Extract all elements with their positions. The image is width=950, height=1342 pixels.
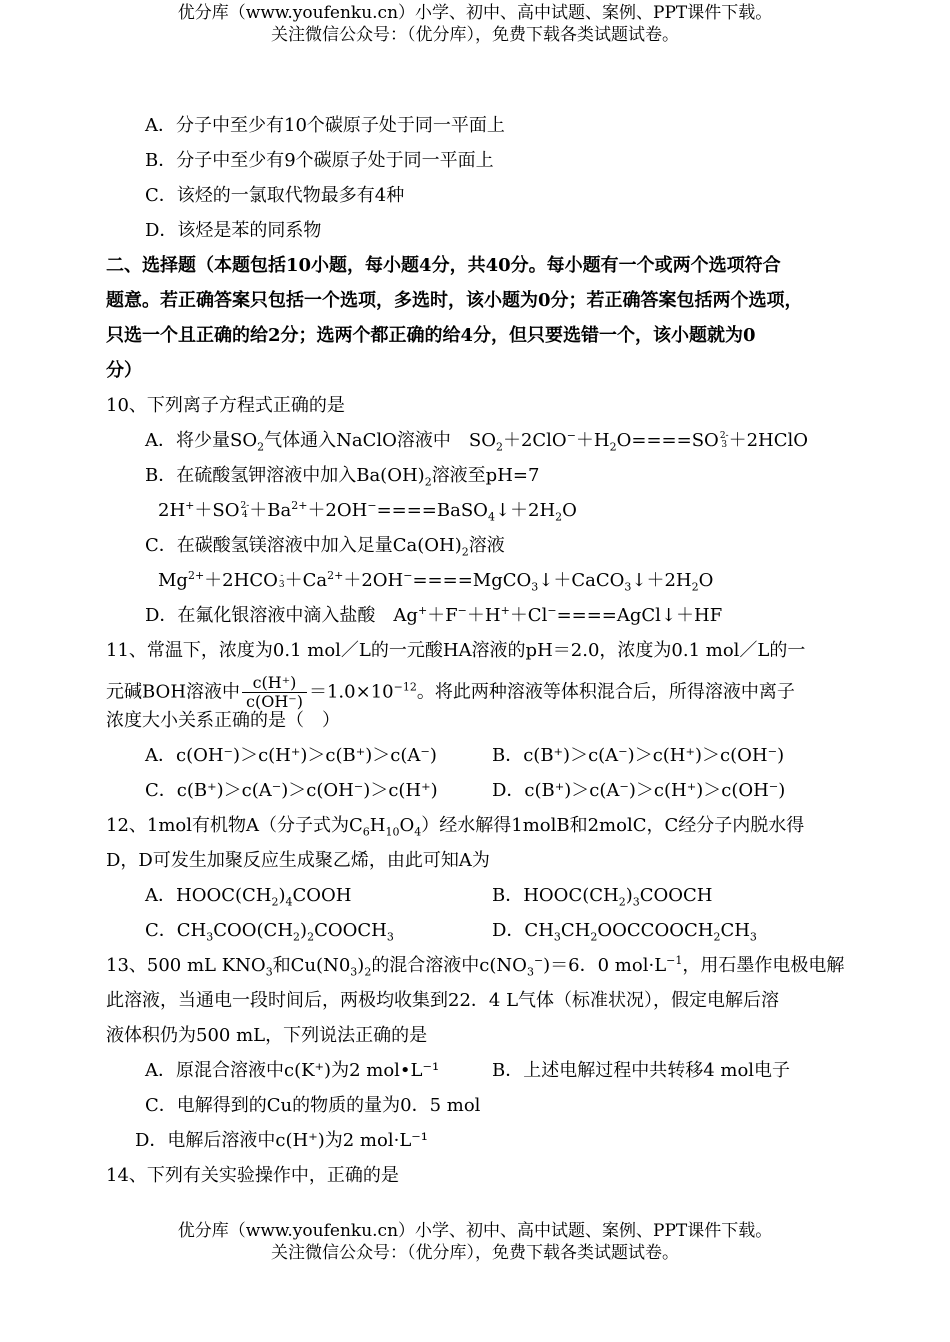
q11-line-2: 元碱BOH溶液中 $\frac{c(H^+)}{c(OH^-)}$ $=1.0\times 10^{-12}$。将此两种溶液等体积混合后，所得溶液中离子 <box>106 673 795 711</box>
q10-option-c-equation: $Mg^{2+}+2HCO$ - 3 $+Ca^{2+}+2OH^-====MgCO_3↓+CaCO_3↓+2H_2O$ <box>158 569 714 594</box>
section2-line-4: 分） <box>106 360 142 381</box>
footer-line-2: 关注微信公众号：（优分库），免费下载各类试题试卷。 <box>271 1243 679 1263</box>
q11-option-b: B．c(B⁺)＞c(A⁻)＞c(H⁺)＞c(OH⁻) <box>492 745 785 766</box>
q13-line-3: 液体积仍为500 mL，下列说法正确的是 <box>106 1025 428 1046</box>
q10-option-a: A．将少量$SO_2$气体通入NaClO溶液中 $SO_2+2ClO^-+H_2O====SO$ 2- 3 ＋2HClO <box>145 429 809 454</box>
section2-line-1: 二、选择题（本题包括10小题，每小题4分，共40分。每小题有一个或两个选项符合 <box>106 255 781 276</box>
q13-option-b: B．上述电解过程中共转移4 mol电子 <box>492 1060 791 1081</box>
q12-option-a: A．$HOOC(CH_2)_4COOH$ <box>145 885 352 909</box>
footer-line-1: 优分库（www.youfenku.cn）小学、初中、高中试题、案例、PPT课件下载。 <box>177 1221 773 1241</box>
q9-option-b: B．分子中至少有9个碳原子处于同一平面上 <box>145 150 494 171</box>
q11-line-3: 浓度大小关系正确的是（ ） <box>106 710 340 731</box>
q13-line-2: 此溶液，当通电一段时间后，两极均收集到22．4 L气体（标准状况），假定电解后溶 <box>106 990 780 1011</box>
q10-option-d: D．在氟化银溶液中滴入盐酸 Ag+＋F−＋H+＋Cl−====AgCl↓＋HF <box>145 604 723 626</box>
q13-option-c: C．电解得到的Cu的物质的量为0．5 mol <box>145 1095 481 1116</box>
q13-option-a: A．原混合溶液中c(K⁺)为2 mol•L⁻¹ <box>145 1060 440 1081</box>
section2-line-2: 题意。若正确答案只包括一个选项，多选时，该小题为0分；若正确答案包括两个选项， <box>106 290 803 311</box>
q11-option-c: C．c(B⁺)＞c(A⁻)＞c(OH⁻)＞c(H⁺) <box>145 780 438 801</box>
q12-option-c: C．$CH_3COO(CH_2)_2COOCH_3$ <box>145 920 394 944</box>
q10-option-b-line1: B．在硫酸氢钾溶液中加入$Ba(OH)_2$溶液至pH=7 <box>145 465 540 489</box>
concentration-fraction: $\frac{c(H^+)}{c(OH^-)}$ <box>242 674 307 711</box>
header-line-1: 优分库（www.youfenku.cn）小学、初中、高中试题、案例、PPT课件下载。 <box>177 3 773 23</box>
q12-line-1: 12、1mol有机物A（分子式为$C_6H_{10}O_4$）经水解得1molB和2molC，C经分子内脱水得 <box>106 815 805 839</box>
q13-line-1: 13、500 mL $KNO_3$和$Cu(N0_3)_2$的混合溶液中$c(NO_3^-)=6$．0 $mol\cdot L^{-1}$，用石墨作电极电解 <box>106 954 845 979</box>
q9-option-c: C．该烃的一氯取代物最多有4种 <box>145 185 405 206</box>
q10-option-c-line1: C．在碳酸氢镁溶液中加入足量$Ca(OH)_2$溶液 <box>145 535 505 559</box>
q12-line-2: D，D可发生加聚反应生成聚乙烯，由此可知A为 <box>106 850 490 871</box>
q9-option-d: D．该烃是苯的同系物 <box>145 220 322 241</box>
header-line-2: 关注微信公众号：（优分库），免费下载各类试题试卷。 <box>271 25 679 45</box>
q14-stem: 14、下列有关实验操作中，正确的是 <box>106 1165 399 1186</box>
q10-stem: 10、下列离子方程式正确的是 <box>106 395 345 416</box>
q13-option-d: D．电解后溶液中c(H⁺)为2 mol·L⁻¹ <box>135 1130 428 1151</box>
q11-line-1: 11、常温下，浓度为0.1 mol／L的一元酸HA溶液的pH＝2.0，浓度为0.1 mol／L的一 <box>106 640 806 661</box>
q11-option-a: A．c(OH⁻)＞c(H⁺)＞c(B⁺)＞c(A⁻) <box>145 745 437 766</box>
q9-option-a: A．分子中至少有10个碳原子处于同一平面上 <box>145 115 505 136</box>
q11-option-d: D．c(B⁺)＞c(A⁻)＞c(H⁺)＞c(OH⁻) <box>492 780 786 801</box>
q12-option-d: D．$CH_3CH_2OOCCOOCH_2CH_3$ <box>492 920 757 944</box>
section2-line-3: 只选一个且正确的给2分；选两个都正确的给4分，但只要选错一个，该小题就为0 <box>106 325 756 346</box>
q12-option-b: B．$HOOC(CH_2)_3COOCH$ <box>492 885 713 909</box>
q10-option-b-equation: 2H+＋SO 2- 4 $+Ba^{2+}+2OH^-====BaSO_4↓+2H_2O$ <box>158 499 577 524</box>
